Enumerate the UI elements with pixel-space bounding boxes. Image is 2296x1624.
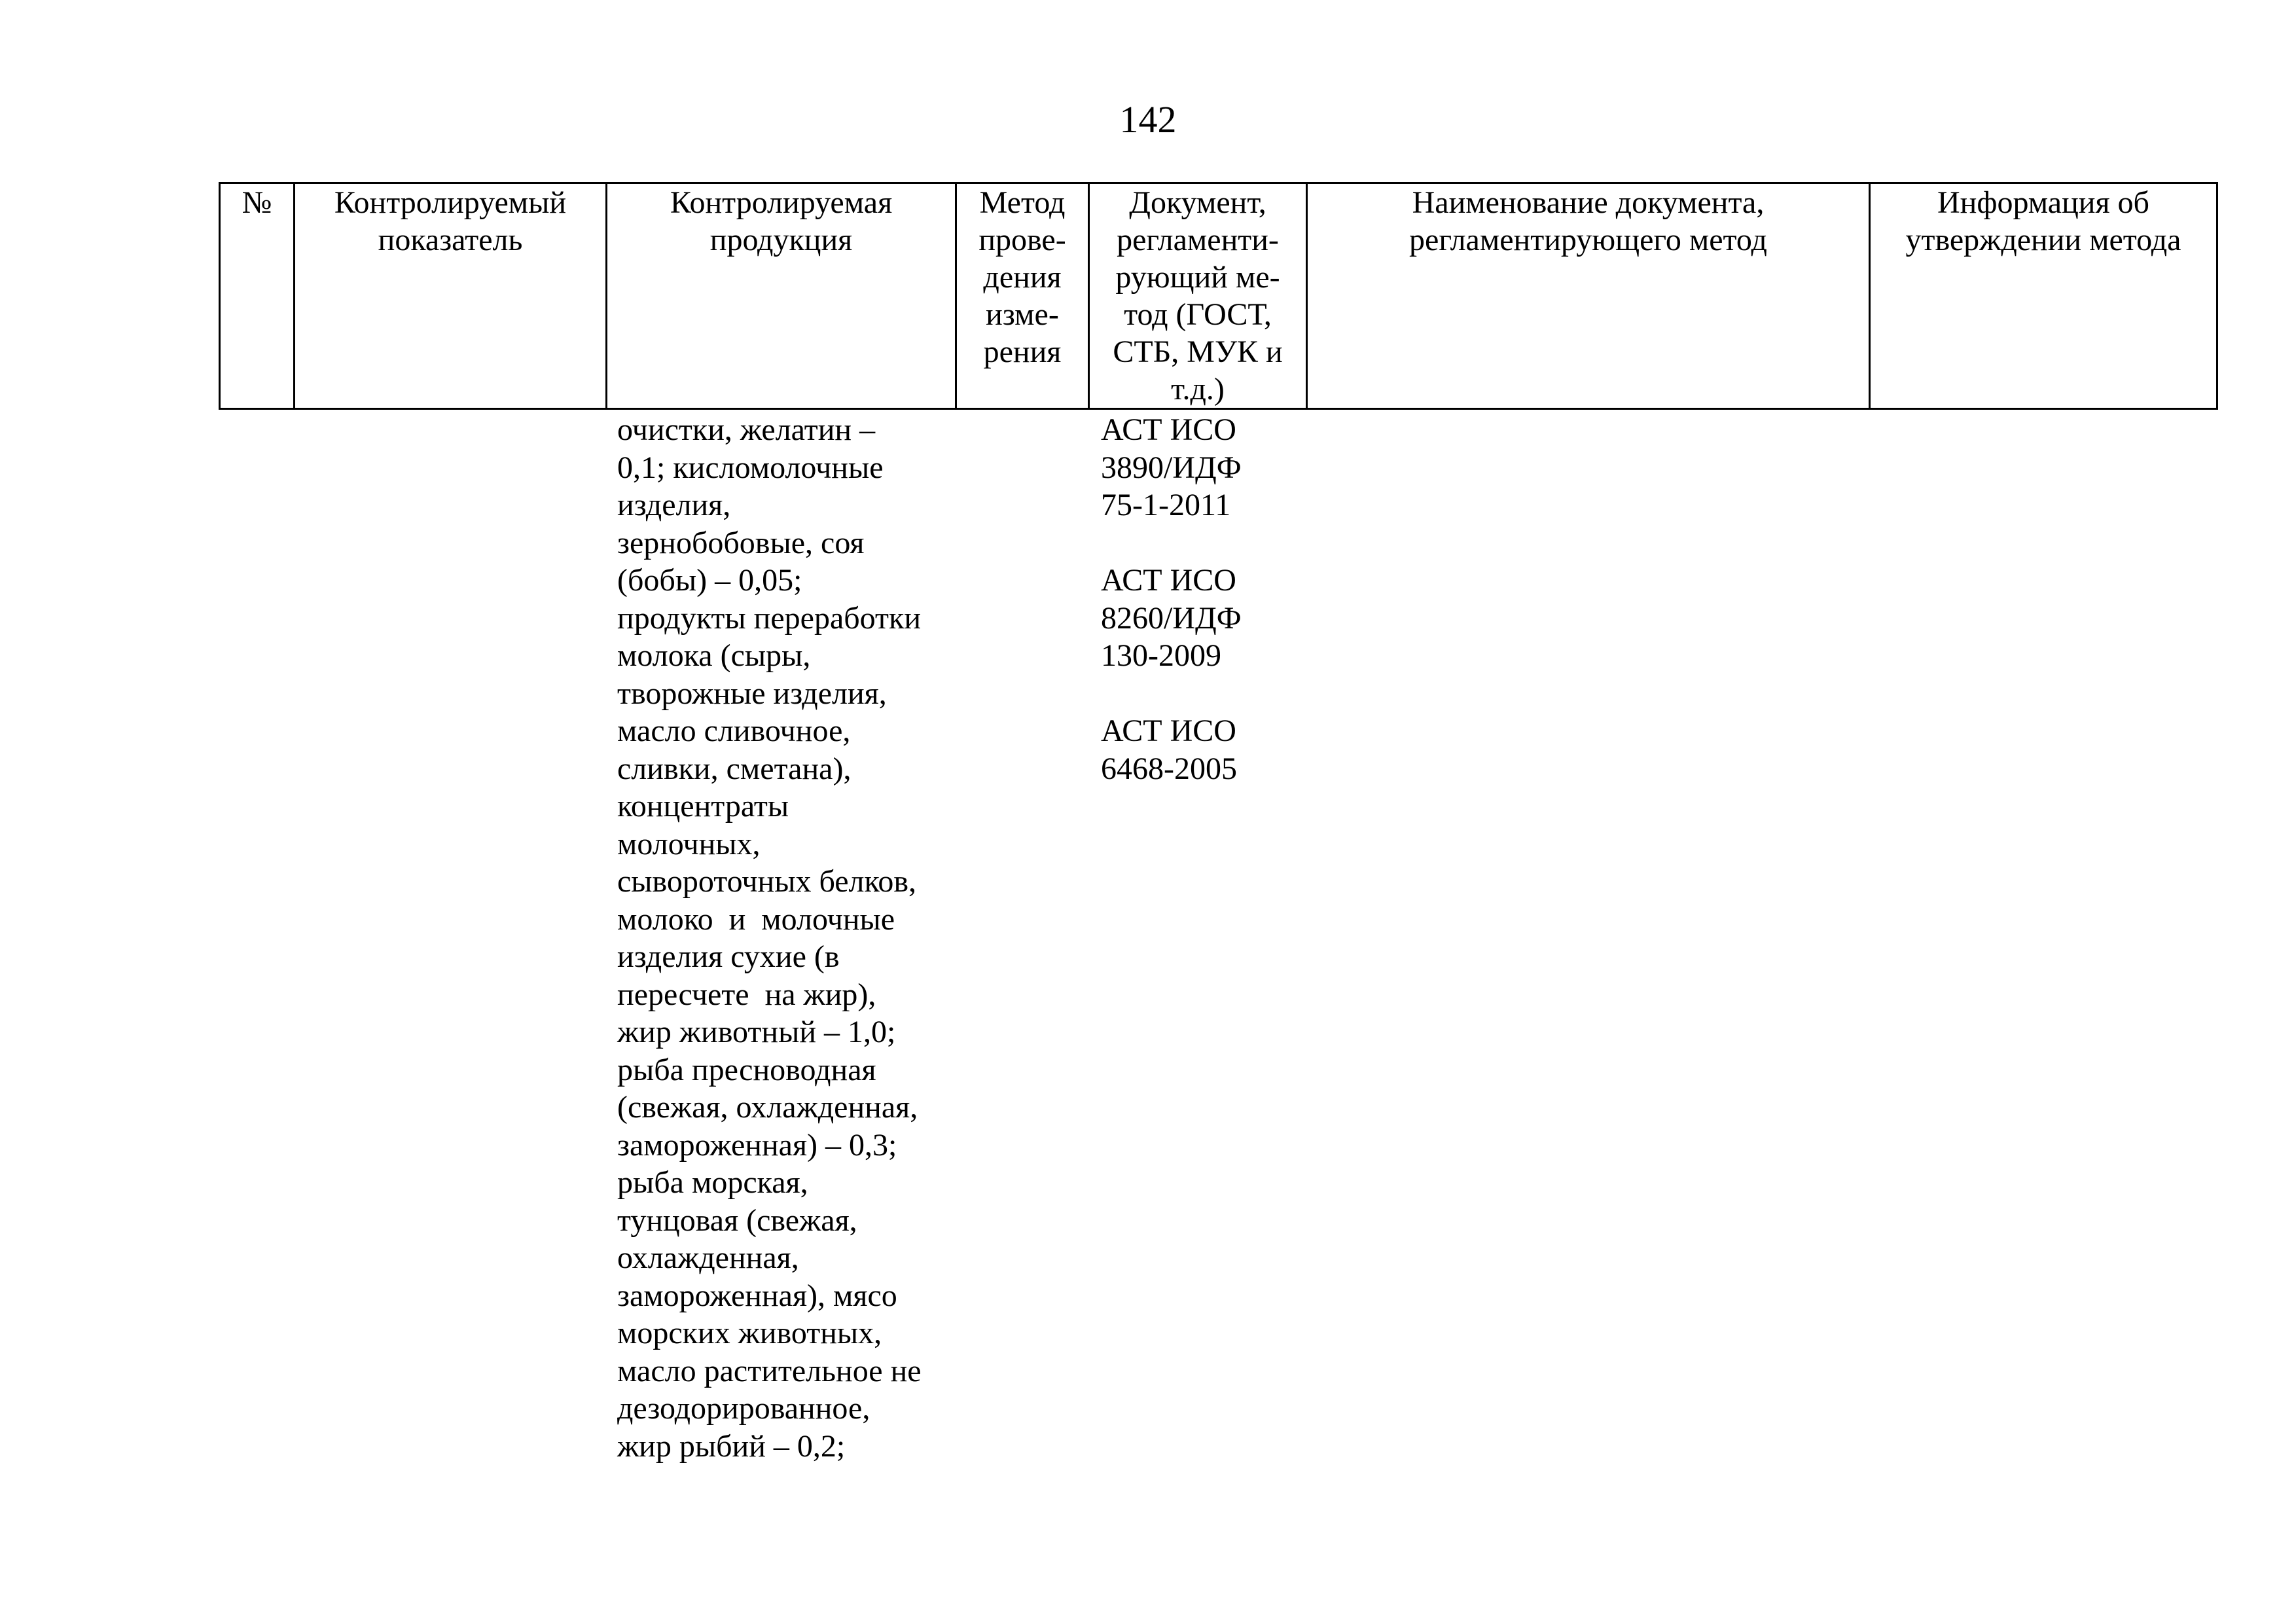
header-line: Метод	[979, 185, 1066, 220]
text-line: замороженная) – 0,3;	[617, 1127, 897, 1163]
text-line: жир животный – 1,0;	[617, 1015, 896, 1049]
text-line	[1101, 524, 1242, 562]
header-method-document	[1089, 183, 1307, 409]
header-line: СТБ, МУК и	[1113, 334, 1283, 369]
header-line: Информация об	[1937, 185, 2149, 220]
header-line: №	[242, 185, 272, 220]
text-line: творожные изделия,	[617, 676, 887, 711]
text-line: концентраты	[617, 789, 789, 823]
text-line: очистки, желатин –	[617, 412, 876, 447]
text-line: сывороточных белков,	[617, 864, 917, 899]
text-line: сливки, сметана),	[617, 751, 852, 786]
header-line: Документ,	[1129, 185, 1266, 220]
header-line: Контролируемая	[670, 185, 893, 220]
text-line: АСТ ИСО	[1101, 563, 1236, 598]
text-line: (свежая, охлажденная,	[617, 1090, 918, 1125]
header-line: продукция	[709, 223, 853, 257]
text-line: 130-2009	[1101, 638, 1221, 673]
header-line: утверждении метода	[1905, 223, 2181, 257]
text-line: молоко и молочные	[617, 901, 895, 937]
header-line: регламентирующего метод	[1409, 223, 1767, 257]
header-controlled-products	[607, 183, 956, 409]
text-line: пересчете на жир),	[617, 977, 876, 1012]
header-line: изме-	[986, 297, 1059, 332]
text-line: тунцовая (свежая,	[617, 1202, 857, 1238]
text-line: изделия сухие (в	[617, 939, 840, 974]
text-line: дезодорированное,	[617, 1391, 870, 1426]
header-line: рения	[983, 334, 1062, 369]
text-line: 3890/ИДФ	[1101, 450, 1242, 485]
header-number	[220, 183, 295, 409]
text-line: охлажденная,	[617, 1240, 799, 1275]
text-line: 75-1-2011	[1101, 488, 1231, 522]
text-line: молочных,	[617, 826, 761, 861]
method-documents-text	[1101, 411, 1242, 787]
text-line: АСТ ИСО	[1101, 713, 1236, 748]
text-line: продукты переработки	[617, 600, 922, 636]
text-line	[1101, 675, 1242, 713]
header-line: рующий ме-	[1115, 260, 1280, 295]
text-line: рыба морская,	[617, 1165, 808, 1200]
text-line: зернобобовые, соя	[617, 525, 865, 560]
text-line: молока (сыры,	[617, 638, 811, 673]
header-line: Контролируемый	[334, 185, 567, 220]
controlled-products-text	[617, 411, 922, 1465]
header-document-name	[1307, 183, 1870, 409]
text-line: морских животных,	[617, 1316, 882, 1350]
header-line: т.д.)	[1171, 372, 1225, 406]
text-line: 6468-2005	[1101, 751, 1237, 786]
header-line: показатель	[378, 223, 523, 257]
header-line: прове-	[978, 223, 1066, 257]
header-line: дения	[983, 260, 1062, 295]
header-measurement-method	[956, 183, 1089, 409]
header-row	[220, 183, 2217, 409]
text-line: (бобы) – 0,05;	[617, 563, 802, 598]
text-line: масло сливочное,	[617, 713, 851, 748]
methods-table-header	[219, 182, 2218, 410]
text-line: 0,1; кисломолочные	[617, 450, 884, 485]
text-line: 8260/ИДФ	[1101, 600, 1242, 636]
header-controlled-indicator	[295, 183, 607, 409]
text-line: масло растительное не	[617, 1353, 922, 1388]
header-line: тод (ГОСТ,	[1124, 297, 1272, 332]
page-number: 142	[1119, 98, 1177, 141]
text-line: замороженная), мясо	[617, 1278, 897, 1313]
header-line: регламенти-	[1117, 223, 1279, 257]
text-line: АСТ ИСО	[1101, 412, 1236, 447]
text-line: жир рыбий – 0,2;	[617, 1428, 846, 1464]
header-method-approval-info	[1870, 183, 2217, 409]
header-line: Наименование документа,	[1412, 185, 1765, 220]
text-line: изделия,	[617, 488, 731, 522]
text-line: рыба пресноводная	[617, 1052, 876, 1087]
